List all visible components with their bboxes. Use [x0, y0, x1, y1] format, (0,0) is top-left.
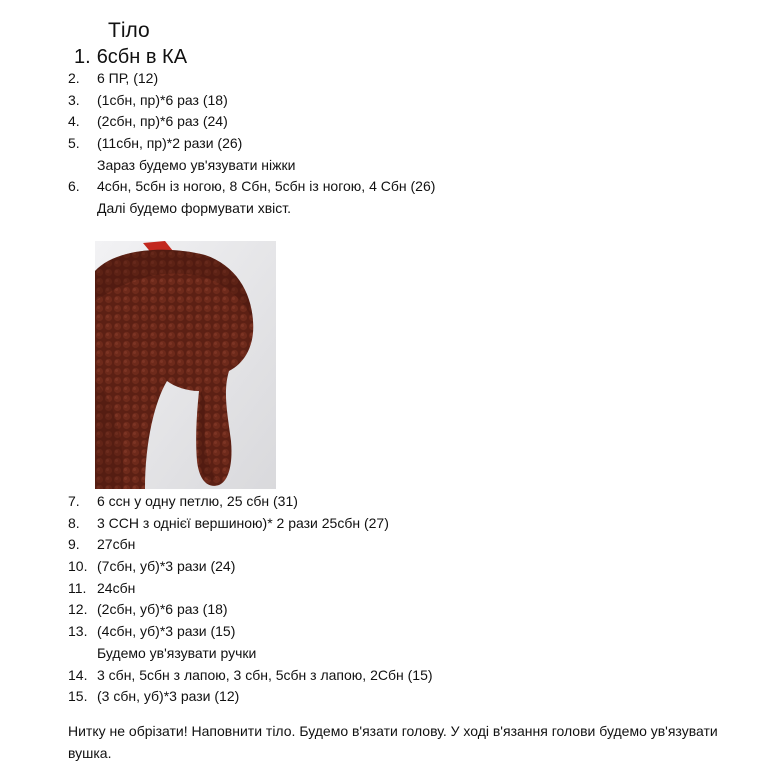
list-item — [68, 621, 748, 643]
step-number: 8. — [68, 514, 80, 531]
step-text: 3 сбн, 5сбн з лапою, 3 сбн, 5сбн з лапою, 2Сбн (15) — [97, 666, 433, 683]
step-number: 2. — [68, 70, 80, 86]
step-number: 14. — [68, 666, 88, 683]
step-number: 9. — [68, 536, 80, 553]
list-item — [68, 491, 748, 513]
section-title: Тіло — [108, 19, 150, 42]
step-number: 15. — [68, 688, 88, 705]
step-text: 6 ссн у одну петлю, 25 сбн (31) — [97, 493, 298, 509]
step-text: (11сбн, пр)*2 рази (26) — [97, 135, 243, 152]
crochet-body-photo — [95, 241, 276, 489]
list-item — [68, 513, 748, 535]
list-item — [68, 133, 748, 155]
step-number: 4. — [68, 113, 80, 130]
note-text: Будемо ув'язувати ручки — [97, 644, 257, 661]
list-item — [68, 578, 748, 600]
step-text: (2сбн, уб)*6 раз (18) — [97, 601, 228, 618]
step-number: 5. — [68, 135, 80, 152]
list-note — [68, 198, 748, 220]
steps-list-top — [68, 68, 748, 220]
step-number: 7. — [68, 493, 80, 509]
step-text: 24сбн — [97, 579, 136, 596]
footer-paragraph: Нитку не обрізати! Наповнити тіло. Будемо в'язати голову. У ході в'язання голови будемо ув'язувати вушка. — [68, 723, 718, 761]
step-text: 6 ПР, (12) — [97, 70, 159, 86]
step-text: (7сбн, уб)*3 рази (24) — [97, 558, 236, 575]
list-item — [68, 111, 748, 133]
note-text: Зараз будемо ув'язувати ніжки — [97, 156, 296, 173]
steps-list-bottom — [68, 491, 748, 708]
step-text: (1сбн, пр)*6 раз (18) — [97, 91, 228, 108]
step-number: 11. — [68, 579, 87, 596]
list-item — [68, 686, 748, 708]
step-text: (2сбн, пр)*6 раз (24) — [97, 113, 228, 130]
step-text: 3 ССН з однієї вершиною)* 2 рази 25сбн (27) — [97, 514, 389, 531]
step-text: (3 сбн, уб)*3 рази (12) — [97, 688, 240, 705]
list-item — [68, 599, 748, 621]
step-number: 1. — [74, 46, 91, 68]
list-item — [68, 556, 748, 578]
photo-illustration — [95, 241, 276, 489]
step-number: 3. — [68, 91, 80, 108]
step-number: 13. — [68, 623, 88, 640]
step-number: 10. — [68, 558, 88, 575]
step-text: 6сбн в КА — [96, 46, 188, 68]
step-text: 27сбн — [97, 536, 136, 553]
step-text: 4сбн, 5сбн із ногою, 8 Сбн, 5сбн із ногою, 4 Сбн (26) — [97, 178, 436, 195]
list-item — [68, 176, 748, 198]
note-text: Далі будемо формувати хвіст. — [97, 200, 291, 217]
step-number: 12. — [68, 601, 88, 618]
list-item — [68, 68, 748, 90]
step-text: (4сбн, уб)*3 рази (15) — [97, 623, 236, 640]
list-note — [68, 643, 748, 665]
step-number: 6. — [68, 178, 80, 195]
list-item — [68, 90, 748, 112]
list-note — [68, 155, 748, 177]
step-1 — [74, 45, 187, 69]
list-item — [68, 534, 748, 556]
list-item — [68, 665, 748, 687]
